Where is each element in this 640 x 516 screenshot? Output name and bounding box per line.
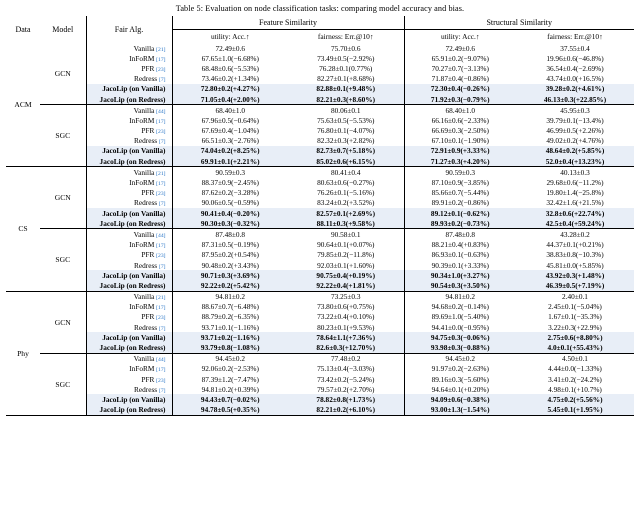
metric-cell: 4.75±0.2(+5.56%) [516,394,634,404]
metric-cell: 2.45±0.1(−5.04%) [548,302,602,312]
metric-cell: 72.49±0.6 [404,43,516,53]
citation-ref[interactable]: [17] [156,56,166,63]
table-row [6,177,634,187]
metric-cell: 90.48±0.2(+3.43%) [172,260,288,270]
model-cell: GCN [40,167,86,229]
metric-cell: 71.92±0.3(−0.79%) [404,94,516,105]
metric-cell: 80.63±0.6(−0.27%) [317,178,375,188]
citation-ref[interactable]: [7] [158,201,166,208]
table-row [6,364,634,374]
metric-cell: 73.42±0.2(−5.24%) [317,374,375,384]
table-row [6,218,634,229]
metric-cell: 85.02±0.6(+6.15%) [288,156,404,167]
table-row [6,322,634,332]
metric-cell: 67.10±0.1(−1.90%) [404,136,516,146]
metric-cell: 90.75±0.4(+0.19%) [288,270,404,280]
table-row [6,105,634,116]
metric-cell: 75.13±0.4(−3.03%) [317,364,375,374]
metric-cell: 45.81±0.0(+5.85%) [546,260,604,270]
metric-cell: 32.8±0.6(+22.74%) [516,208,634,218]
metric-cell: 87.48±0.8 [172,229,288,240]
method-cell: Redress [7] [86,136,172,146]
col-head-feat-utility: utility: Acc.↑ [172,30,288,44]
metric-cell: 19.96±0.6(−46.8%) [546,53,604,63]
metric-cell: 78.82±0.8(+1.73%) [288,394,404,404]
method-cell: PFR [23] [86,188,172,198]
metric-cell: 94.41±0.0(−0.95%) [404,322,516,332]
metric-cell: 82.88±0.1(+9.48%) [288,84,404,94]
table-row [6,167,634,178]
metric-cell: 80.06±0.1 [288,105,404,116]
metric-cell: 83.24±0.2(+3.52%) [317,198,375,208]
metric-cell: 92.22±0.4(+1.81%) [288,280,404,291]
metric-cell: 43.28±0.2 [516,229,634,240]
method-cell: JacoLip (on Vanilla) [86,146,172,156]
method-cell: Vanilla [44] [86,229,172,240]
table-row [6,156,634,167]
method-cell: Redress [7] [86,198,172,208]
metric-cell: 88.79±0.2(−6.35%) [172,312,288,322]
metric-cell: 69.91±0.1(+2.21%) [172,156,288,167]
table-row [6,280,634,291]
metric-cell: 71.27±0.3(+4.20%) [404,156,516,167]
method-cell: PFR [23] [86,126,172,136]
metric-cell: 92.06±0.2(−2.53%) [172,364,288,374]
metric-cell: 39.79±0.1(−13.4%) [546,115,604,125]
metric-cell: 90.06±0.5(−0.59%) [172,198,288,208]
col-head-data: Data [15,25,31,34]
method-cell: InFoRM [17] [86,177,172,187]
metric-cell: 90.58±0.1 [288,229,404,240]
citation-ref[interactable]: [23] [156,377,166,384]
method-cell: Redress [7] [86,322,172,332]
metric-cell: 82.21±0.2(+6.10%) [288,405,404,415]
metric-cell: 94.43±0.7(−0.02%) [172,394,288,404]
table-row [6,208,634,218]
table-row [6,270,634,280]
table-caption: Table 5: Evaluation on node classification tasks: comparing model accuracy and bias. [175,4,465,13]
col-head-struct-utility: utility: Acc.↑ [404,30,516,44]
metric-cell: 3.22±0.3(+22.9%) [548,322,602,332]
method-cell: InFoRM [17] [86,115,172,125]
metric-cell: 94.81±0.2 [172,291,288,302]
method-cell: PFR [23] [86,250,172,260]
col-head-alg: Fair Alg. [86,16,172,43]
metric-cell: 71.05±0.4(+2.00%) [172,94,288,105]
table-row [6,94,634,105]
header-row-groups [6,16,634,30]
metric-cell: 79.85±0.2(−11.8%) [317,250,375,260]
citation-ref[interactable]: [23] [156,253,166,260]
metric-cell: 86.93±0.1(−0.63%) [404,250,516,260]
metric-cell: 90.34±1.0(+3.27%) [404,270,516,280]
citation-ref[interactable]: [23] [156,315,166,322]
table-row [6,240,634,250]
metric-cell: 32.42±1.6(+21.5%) [546,198,604,208]
metric-cell: 78.64±1.1(+7.36%) [288,332,404,342]
metric-cell: 91.97±0.2(−2.63%) [404,364,516,374]
metric-cell: 90.59±0.3 [172,167,288,178]
method-cell: PFR [23] [86,374,172,384]
table-row [6,291,634,302]
table-row [6,342,634,353]
table-row [6,136,634,146]
method-cell: JacoLip (on Redress) [86,280,172,291]
citation-ref[interactable]: [23] [156,129,166,136]
citation-ref[interactable]: [7] [158,325,166,332]
metric-cell: 89.12±0.1(−0.62%) [404,208,516,218]
metric-cell: 72.91±0.9(+3.33%) [404,146,516,156]
metric-cell: 29.68±0.6(−11.2%) [546,178,604,188]
metric-cell: 68.40±1.0 [404,105,516,116]
metric-cell: 72.49±0.6 [172,43,288,53]
method-cell: Vanilla [44] [86,105,172,116]
method-cell: JacoLip (on Vanilla) [86,332,172,342]
metric-cell: 75.70±0.6 [330,43,361,53]
metric-cell: 76.80±0.1(−4.07%) [317,126,375,136]
metric-cell: 71.87±0.4(−0.86%) [404,74,516,84]
metric-cell: 82.21±0.3(+8.60%) [288,94,404,105]
metric-cell: 19.80±1.4(−25.8%) [546,188,604,198]
method-cell: InFoRM [17] [86,364,172,374]
metric-cell: 73.49±0.5(−2.92%) [317,53,375,63]
metric-cell: 90.54±0.3(+3.50%) [404,280,516,291]
metric-cell: 67.96±0.5(−0.64%) [172,115,288,125]
metric-cell: 76.26±0.1(−5.16%) [317,188,375,198]
metric-cell: 4.98±0.1(+10.7%) [548,384,602,394]
method-cell: JacoLip (on Redress) [86,156,172,167]
dataset-cell: ACM [14,100,32,110]
model-cell: GCN [54,69,71,79]
metric-cell: 94.45±0.2 [172,353,288,364]
metric-cell: 87.95±0.2(+0.54%) [172,250,288,260]
model-cell: SGC [40,105,86,167]
table-row [6,198,634,208]
dataset-cell: CS [6,167,40,291]
metric-cell: 1.67±0.1(−35.3%) [548,312,602,322]
table-row [6,229,634,240]
metric-cell: 82.6±0.3(+12.70%) [288,342,404,353]
citation-ref[interactable]: [17] [156,305,166,312]
table-row [6,53,634,63]
metric-cell: 94.81±0.2(+0.39%) [172,384,288,394]
table-row [6,312,634,322]
metric-cell: 94.68±0.2(−0.14%) [404,302,516,312]
method-cell: Redress [7] [86,260,172,270]
metric-cell: 82.73±0.7(+5.18%) [288,146,404,156]
citation-ref[interactable]: [7] [158,77,166,84]
col-head-feature-similarity: Feature Similarity [172,16,404,30]
metric-cell: 92.22±0.2(+5.42%) [172,280,288,291]
metric-cell: 38.83±0.8(−10.3%) [546,250,604,260]
table-row [6,374,634,384]
metric-cell: 39.28±0.2(+4.61%) [516,84,634,94]
metric-cell: 82.32±0.3(+2.82%) [317,136,375,146]
method-cell: InFoRM [17] [86,302,172,312]
metric-cell: 49.02±0.2(+4.76%) [546,136,604,146]
table-row [6,302,634,312]
metric-cell: 4.44±0.0(−1.33%) [548,364,602,374]
metric-cell: 66.51±0.3(−2.76%) [172,136,288,146]
metric-cell: 76.28±0.1(0.77%) [319,63,373,73]
metric-cell: 44.37±0.1(+0.21%) [546,240,604,250]
metric-cell: 82.57±0.1(+2.69%) [288,208,404,218]
metric-cell: 90.64±0.1(+0.07%) [317,240,375,250]
table-row [6,405,634,415]
metric-cell: 90.59±0.3 [404,167,516,178]
method-cell: Vanilla [21] [86,167,172,178]
metric-cell: 46.13±0.3(+22.85%) [516,94,634,105]
bottom-rule [6,415,634,416]
table-row [6,84,634,94]
col-head-struct-fairness: fairness: Err.@10↑ [547,32,603,41]
citation-ref[interactable]: [17] [156,118,166,125]
metric-cell: 36.54±0.4(−2.69%) [546,63,604,73]
metric-cell: 5.45±0.1(+1.95%) [516,405,634,415]
model-cell: SGC [40,229,86,291]
metric-cell: 67.65±1.0(−6.68%) [172,53,288,63]
metric-cell: 74.04±0.2(+8.25%) [172,146,288,156]
metric-cell: 90.71±0.3(+3.69%) [172,270,288,280]
metric-cell: 66.16±0.6(−2.33%) [404,115,516,125]
metric-cell: 93.71±0.1(−1.16%) [172,322,288,332]
model-cell: SGC [40,353,86,415]
citation-ref[interactable]: [17] [156,181,166,188]
col-head-structural-similarity: Structural Similarity [404,16,634,30]
metric-cell: 93.98±0.3(−0.88%) [404,342,516,353]
metric-cell: 89.93±0.2(−0.73%) [404,218,516,229]
method-cell: JacoLip (on Vanilla) [86,84,172,94]
metric-cell: 2.40±0.1 [516,291,634,302]
method-cell: Vanilla [21] [86,43,172,53]
method-cell: PFR [23] [86,63,172,73]
col-head-feat-fairness: fairness: Err.@10↑ [317,32,374,41]
table-row [6,146,634,156]
metric-cell: 40.13±0.3 [516,167,634,178]
table-row [6,394,634,404]
citation-ref[interactable]: [17] [156,367,166,374]
metric-cell: 43.74±0.0(+16.5%) [546,74,604,84]
method-cell: Redress [7] [86,74,172,84]
citation-ref[interactable]: [23] [156,66,166,73]
method-cell: JacoLip (on Redress) [86,342,172,353]
metric-cell: 72.80±0.2(+4.27%) [172,84,288,94]
metric-cell: 94.75±0.3(−0.06%) [404,332,516,342]
metric-cell: 94.81±0.2 [404,291,516,302]
metric-cell: 88.21±0.4(+0.83%) [404,240,516,250]
metric-cell: 3.41±0.2(−24.2%) [548,374,602,384]
method-cell: Vanilla [21] [86,291,172,302]
metric-cell: 4.0±0.1(+55.43%) [516,342,634,353]
metric-cell: 87.62±0.2(−3.28%) [172,188,288,198]
metric-cell: 85.66±0.7(−5.44%) [404,188,516,198]
citation-ref[interactable]: [21] [156,170,166,177]
metric-cell: 52.0±0.4(+13.23%) [516,156,634,167]
metric-cell: 75.63±0.5(−5.53%) [317,115,375,125]
metric-cell: 66.69±0.3(−2.50%) [404,126,516,136]
results-table [6,16,634,416]
citation-ref[interactable]: [17] [156,243,166,250]
metric-cell: 88.37±0.9(−2.45%) [172,177,288,187]
method-cell: JacoLip (on Vanilla) [86,270,172,280]
metric-cell: 73.46±0.2(+1.34%) [172,74,288,84]
metric-cell: 87.31±0.5(−0.19%) [172,240,288,250]
table-row [6,188,634,198]
method-cell: InFoRM [17] [86,240,172,250]
metric-cell: 73.22±0.4(+0.10%) [317,312,375,322]
metric-cell: 89.16±0.3(−5.60%) [404,374,516,384]
metric-cell: 87.48±0.8 [404,229,516,240]
metric-cell: 4.50±0.1 [516,353,634,364]
citation-ref[interactable]: [44] [156,108,166,115]
metric-cell: 37.55±0.4 [560,43,590,53]
table-row [6,260,634,270]
citation-ref[interactable]: [44] [156,232,166,239]
metric-cell: 88.67±0.7(−6.48%) [172,302,288,312]
model-cell: GCN [40,291,86,353]
metric-cell: 92.03±0.1(+1.60%) [317,260,375,270]
metric-cell: 77.48±0.2 [288,353,404,364]
citation-ref[interactable]: [7] [158,263,166,270]
table-row [6,250,634,260]
metric-cell: 93.79±0.8(−1.08%) [172,342,288,353]
metric-cell: 82.27±0.1(+8.68%) [317,74,375,84]
metric-cell: 94.09±0.6(−0.38%) [404,394,516,404]
metric-cell: 90.30±0.3(−0.32%) [172,218,288,229]
metric-cell: 88.11±0.3(+9.58%) [288,218,404,229]
table-row [6,353,634,364]
metric-cell: 68.48±0.6(−5.53%) [172,63,288,73]
metric-cell: 89.69±1.0(−5.40%) [404,312,516,322]
metric-cell: 46.99±0.5(+2.26%) [546,126,604,136]
table-row [6,332,634,342]
metric-cell: 80.41±0.4 [288,167,404,178]
metric-cell: 42.5±0.4(+59.24%) [516,218,634,229]
metric-cell: 87.39±1.2(−7.47%) [172,374,288,384]
metric-cell: 93.71±0.2(−1.16%) [172,332,288,342]
metric-cell: 94.45±0.2 [404,353,516,364]
col-head-model: Model [52,25,74,34]
method-cell: JacoLip (on Vanilla) [86,394,172,404]
method-cell: JacoLip (on Vanilla) [86,208,172,218]
metric-cell: 48.64±0.2(+5.85%) [516,146,634,156]
citation-ref[interactable]: [44] [156,357,166,364]
metric-cell: 73.80±0.6(+0.75%) [317,302,375,312]
metric-cell: 46.39±0.5(+7.19%) [516,280,634,291]
table-row [6,126,634,136]
citation-ref[interactable]: [21] [156,295,166,302]
metric-cell: 94.64±0.1(+0.20%) [404,384,516,394]
metric-cell: 79.57±0.2(+2.70%) [317,384,375,394]
citation-ref[interactable]: [7] [158,139,166,146]
method-cell: JacoLip (on Redress) [86,218,172,229]
metric-cell: 89.91±0.2(−0.86%) [404,198,516,208]
citation-ref[interactable]: [7] [158,387,166,394]
table-row [6,74,634,84]
table-row [6,384,634,394]
metric-cell: 93.00±1.3(−1.54%) [404,405,516,415]
metric-cell: 73.25±0.3 [288,291,404,302]
method-cell: JacoLip (on Redress) [86,405,172,415]
metric-cell: 67.69±0.4(−1.04%) [172,126,288,136]
citation-ref[interactable]: [21] [156,46,166,53]
method-cell: Vanilla [44] [86,353,172,364]
method-cell: JacoLip (on Redress) [86,94,172,105]
metric-cell: 90.41±0.4(−0.20%) [172,208,288,218]
metric-cell: 70.27±0.7(−3.13%) [404,63,516,73]
method-cell: InFoRM [17] [86,53,172,63]
citation-ref[interactable]: [23] [156,191,166,198]
metric-cell: 65.91±0.2(−9.07%) [404,53,516,63]
table-row [6,43,634,53]
metric-cell: 2.75±0.6(+8.80%) [516,332,634,342]
metric-cell: 68.40±1.0 [172,105,288,116]
table-row [6,63,634,73]
method-cell: PFR [23] [86,312,172,322]
metric-cell: 45.95±0.3 [516,105,634,116]
metric-cell: 94.78±0.5(+0.35%) [172,405,288,415]
metric-cell: 80.23±0.1(+9.53%) [317,322,375,332]
dataset-cell: Phy [6,291,40,415]
table-row [6,115,634,125]
metric-cell: 43.92±0.3(+1.48%) [516,270,634,280]
metric-cell: 87.10±0.9(−3.85%) [404,177,516,187]
metric-cell: 90.39±0.1(+3.33%) [404,260,516,270]
method-cell: Redress [7] [86,384,172,394]
metric-cell: 72.30±0.4(−0.26%) [404,84,516,94]
